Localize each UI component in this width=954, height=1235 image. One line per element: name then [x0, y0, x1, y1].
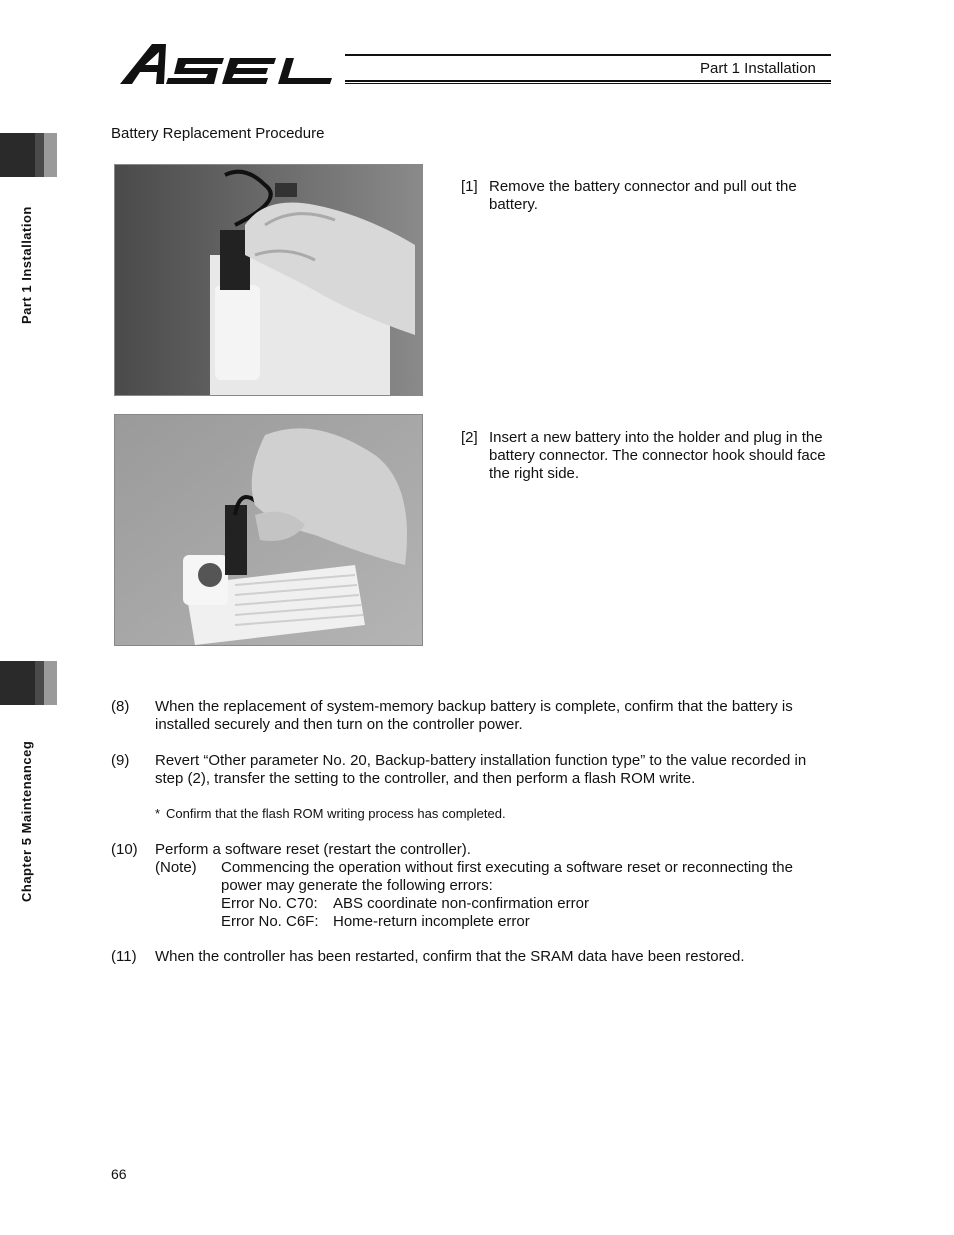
step-10-note-label: (Note) [155, 859, 197, 876]
step-8-line-2: installed securely and then turn on the controller power. [155, 716, 523, 733]
photo-insert-battery [114, 414, 423, 646]
photo-remove-battery [114, 164, 423, 396]
figure-step-1-number: [1] [461, 178, 478, 195]
step-9-footnote: Confirm that the flash ROM writing process has completed. [166, 806, 506, 821]
figure-step-2-line-2: battery connector. The connector hook should face [489, 447, 826, 464]
figure-step-1-line-1: Remove the battery connector and pull out the [489, 178, 797, 195]
procedure-title: Battery Replacement Procedure [111, 125, 325, 142]
step-8-line-1: When the replacement of system-memory backup battery is complete, confirm that the battery is [155, 698, 793, 715]
side-tab-chapter-marker-light [44, 661, 57, 705]
header-section-label: Part 1 Installation [700, 60, 816, 77]
step-10-number: (10) [111, 841, 138, 858]
header-rule-bottom-thin [345, 83, 831, 84]
step-9-line-1: Revert “Other parameter No. 20, Backup-battery installation function type” to the value recorded in [155, 752, 807, 769]
error-code-c6f: Error No. C6F: [221, 913, 319, 930]
error-desc-c70: ABS coordinate non-confirmation error [333, 895, 589, 912]
side-tab-part-label: Part 1 Installation [19, 206, 34, 324]
step-9-line-2: step (2), transfer the setting to the controller, and then perform a flash ROM write. [155, 770, 696, 787]
step-11-text: When the controller has been restarted, confirm that the SRAM data have been restored. [155, 948, 745, 965]
step-10-note-line-1: Commencing the operation without first executing a software reset or reconnecting the [221, 859, 793, 876]
step-8-number: (8) [111, 698, 130, 715]
asel-logo [118, 38, 348, 90]
side-tab-part-marker-light [44, 133, 57, 177]
figure-step-1-line-2: battery. [489, 196, 538, 213]
page-number: 66 [111, 1166, 127, 1182]
step-9-footnote-star: * [155, 806, 161, 821]
figure-step-2-number: [2] [461, 429, 478, 446]
step-10-text: Perform a software reset (restart the controller). [155, 841, 471, 858]
step-11-number: (11) [111, 948, 137, 965]
side-tab-part-marker [0, 133, 35, 177]
side-tab-chapter-label: Chapter 5 Maintenanceg [19, 740, 34, 902]
error-code-c70: Error No. C70: [221, 895, 318, 912]
step-9-number: (9) [111, 752, 130, 769]
error-desc-c6f: Home-return incomplete error [333, 913, 530, 930]
header-rule-top [345, 54, 831, 56]
header-rule-bottom [345, 80, 831, 82]
figure-step-2-line-3: the right side. [489, 465, 580, 482]
figure-step-2-line-1: Insert a new battery into the holder and plug in the [489, 429, 823, 446]
side-tab-part-marker-mid [35, 133, 44, 177]
side-tab-chapter-marker-mid [35, 661, 44, 705]
side-tab-chapter-marker [0, 661, 35, 705]
step-10-note-line-2: power may generate the following errors: [221, 877, 493, 894]
